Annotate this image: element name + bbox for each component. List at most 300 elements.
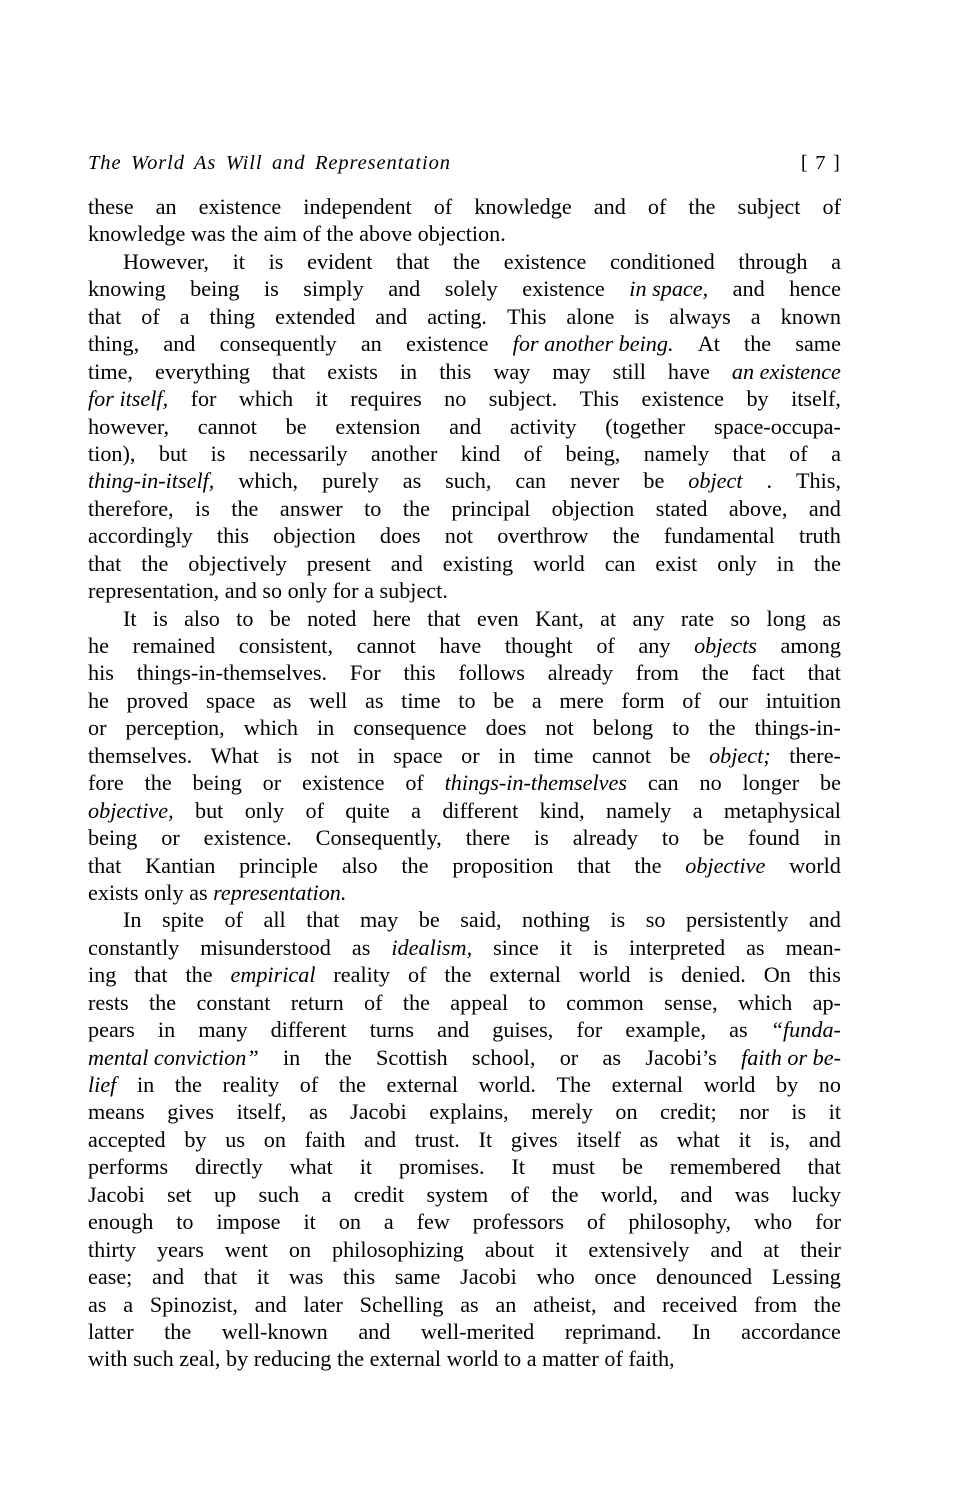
word: follows (458, 660, 525, 686)
word: be (418, 907, 440, 933)
word: world (578, 962, 631, 988)
word: Spinozist, (149, 1291, 238, 1317)
word: However, (123, 248, 209, 274)
word: time (401, 687, 441, 713)
word: the (453, 248, 481, 274)
word: of (364, 989, 383, 1015)
word: existence. (203, 825, 292, 851)
word-italic: object (688, 468, 743, 494)
word: latter (88, 1318, 134, 1344)
word: and (364, 1126, 397, 1152)
word: is, (769, 1126, 791, 1152)
word: school, (471, 1044, 536, 1070)
word: it (232, 248, 245, 274)
word: The (556, 1072, 591, 1097)
text-line (88, 687, 841, 714)
word: things-in- (754, 715, 841, 741)
word: of (141, 303, 160, 329)
word-italic: objects (694, 633, 757, 658)
page-number: [ 7 ] (800, 152, 841, 174)
word: through (738, 248, 808, 274)
word: or (559, 1044, 579, 1070)
word: he (88, 687, 109, 713)
word: for (332, 578, 359, 604)
text-line (88, 550, 841, 577)
word: that (807, 660, 841, 686)
word: even (476, 605, 519, 631)
word: rests (88, 989, 129, 1015)
word: persistently (686, 907, 789, 933)
line-row (88, 989, 841, 1016)
word: in (823, 825, 841, 851)
word: exists (88, 879, 139, 905)
word: promises. (398, 1154, 485, 1180)
word: objection (551, 495, 635, 521)
word-italic: empirical (230, 962, 316, 988)
word: of (405, 770, 424, 796)
word: be (621, 1154, 643, 1180)
word: the (444, 962, 472, 988)
word: lucky (791, 1181, 841, 1207)
word: on (263, 1126, 286, 1152)
word-italic: faith or be- (741, 1044, 841, 1070)
word: philosophy, (628, 1209, 732, 1235)
word: which (738, 989, 793, 1015)
word: reality (222, 1072, 280, 1097)
word: the (326, 221, 354, 247)
word: the (634, 852, 662, 878)
word: everything (155, 358, 250, 384)
word: time (533, 742, 574, 768)
word: being, (565, 440, 621, 466)
word: and (437, 1017, 470, 1043)
word: not (310, 742, 339, 768)
word: Lessing (771, 1264, 841, 1290)
word: the (149, 989, 177, 1015)
word: so (262, 578, 283, 604)
word: the (185, 962, 213, 988)
text-line (88, 742, 841, 769)
word: since (493, 934, 539, 960)
word: only (717, 550, 757, 576)
word: to (661, 825, 680, 851)
word: hence (789, 276, 841, 302)
word: of (510, 1181, 529, 1207)
word: the (402, 989, 430, 1015)
word: gives (167, 1099, 215, 1125)
word: any (638, 633, 671, 658)
word: explains, (429, 1099, 509, 1125)
word: is (610, 907, 626, 933)
word: is (277, 742, 293, 768)
word: only (144, 879, 184, 905)
word: this (216, 523, 249, 549)
line-row (88, 1208, 841, 1235)
word: on (338, 1209, 361, 1235)
word: world, (600, 1181, 659, 1207)
line-row (88, 358, 841, 385)
word: and (732, 276, 765, 302)
word: nothing (522, 907, 590, 933)
word: Jacobi (350, 1099, 407, 1125)
word: the (551, 1181, 579, 1207)
word: faith, (628, 1346, 675, 1372)
line-row (88, 605, 841, 632)
word: requires (350, 386, 422, 412)
word: was (288, 1264, 324, 1290)
word: fore (88, 770, 124, 796)
word: well-merited (420, 1318, 535, 1344)
word: overthrow (497, 523, 589, 549)
word: any (632, 605, 665, 631)
word: above, (728, 495, 788, 521)
word: cannot (356, 633, 416, 658)
word: answer (279, 495, 343, 521)
line-row (88, 577, 841, 604)
word: such (258, 1181, 300, 1207)
text-line (88, 824, 841, 851)
text-line (88, 1071, 841, 1098)
word: be (269, 605, 291, 631)
word: denounced (656, 1264, 753, 1290)
word: It (123, 605, 137, 631)
word: is (263, 276, 279, 302)
word: purely (322, 468, 379, 494)
word: can (515, 468, 547, 494)
word: few (416, 1209, 450, 1235)
word: the (813, 1291, 841, 1317)
word: in (776, 550, 794, 576)
word: truth (799, 523, 841, 549)
word: his (88, 660, 114, 686)
text-line (88, 989, 841, 1016)
word: a (831, 248, 841, 274)
word: be (285, 413, 307, 439)
word: so (645, 907, 666, 933)
word: have (667, 358, 710, 384)
word: zeal, (179, 1346, 221, 1372)
word: a (383, 1209, 394, 1235)
word: accordance (741, 1318, 841, 1344)
word: or (161, 825, 180, 851)
word: the (402, 495, 430, 521)
word: cannot (197, 413, 257, 439)
word: this (343, 1264, 376, 1290)
word: space (205, 687, 256, 713)
word: (together (605, 413, 686, 439)
word: a (123, 1291, 134, 1317)
word-italic: objective, (88, 797, 174, 823)
word: it (303, 1209, 316, 1235)
word: knowledge (88, 221, 186, 247)
word: credit (353, 1181, 405, 1207)
word: and (808, 495, 841, 521)
word: also (341, 852, 378, 878)
word: In (692, 1318, 711, 1344)
word: existence (198, 194, 282, 219)
word: still (612, 358, 646, 384)
word: set (167, 1181, 192, 1207)
word: extended (275, 303, 356, 329)
text-line (88, 330, 841, 357)
word: to (236, 605, 254, 631)
word: of (647, 194, 667, 219)
word: world (446, 1346, 499, 1372)
word: a (526, 1346, 537, 1372)
word: that (88, 550, 122, 576)
word: external (489, 962, 561, 988)
word: proposition (452, 852, 554, 878)
word: is (195, 495, 210, 521)
word: stated (655, 495, 708, 521)
word: can (647, 770, 679, 796)
word: same (394, 1264, 441, 1290)
line-row (88, 879, 841, 906)
word: consequence (353, 715, 467, 741)
word: and (358, 1318, 391, 1344)
text-line (88, 1044, 841, 1071)
word: alone (566, 303, 615, 329)
word: as (746, 934, 765, 960)
word: the (688, 194, 716, 219)
word: exists (327, 358, 378, 384)
word: which (243, 715, 298, 741)
word: all (263, 907, 286, 933)
word: that (203, 1264, 238, 1290)
word: the (141, 550, 169, 576)
word: said, (460, 907, 502, 933)
word: quite (345, 797, 390, 823)
word: sense, (664, 989, 718, 1015)
line-row (88, 961, 841, 988)
word: of (586, 1209, 606, 1235)
word: of (523, 440, 543, 466)
text-line (88, 714, 841, 741)
word: as (88, 1291, 107, 1317)
word: or (88, 715, 107, 741)
word: years (157, 1236, 204, 1262)
word: to (458, 687, 476, 713)
word: this (439, 358, 472, 384)
word-italic: an existence (731, 358, 841, 384)
word: of (596, 633, 615, 658)
word: of (682, 687, 701, 713)
word: and (388, 276, 421, 302)
word: external (611, 1072, 684, 1097)
word: existing (442, 550, 514, 576)
word: remembered (669, 1154, 781, 1180)
word: up (214, 1181, 237, 1207)
word: of (305, 797, 324, 823)
text-line (88, 605, 841, 632)
line-row (88, 248, 841, 275)
word: always (669, 303, 731, 329)
word: kind, (539, 797, 585, 823)
word: the (701, 660, 729, 686)
word: an (360, 331, 382, 357)
word: What (210, 742, 259, 768)
word: Schelling (359, 1291, 444, 1317)
word: ease; (88, 1264, 133, 1290)
word: itself, (791, 386, 841, 412)
word: already (572, 825, 638, 851)
word: form (621, 687, 665, 713)
word: On (763, 962, 791, 988)
text-line (88, 1181, 841, 1208)
word: space-occupa- (714, 413, 841, 439)
word: later (303, 1291, 343, 1317)
word: being (192, 770, 242, 796)
word: . (766, 468, 773, 494)
line-row (88, 220, 841, 247)
word: pears (88, 1017, 135, 1043)
word: by (746, 386, 769, 412)
word: this (403, 660, 436, 686)
word: different (442, 797, 519, 823)
word: what (289, 1154, 333, 1180)
line-row (88, 1291, 841, 1318)
word-italic: for another being. (512, 331, 674, 357)
line-row (88, 852, 841, 879)
word: that (732, 440, 766, 466)
text-line (88, 467, 841, 494)
word: philosophizing (331, 1236, 464, 1262)
text-line (88, 440, 841, 467)
word: constantly (88, 934, 180, 960)
word: way (493, 358, 531, 384)
word: in (317, 715, 335, 741)
word: that (577, 852, 611, 878)
word: itself, (236, 1099, 287, 1125)
word: is (268, 248, 284, 274)
word: what (676, 1126, 720, 1152)
word: also (184, 605, 220, 631)
word: may (552, 358, 591, 384)
word: to (364, 495, 382, 521)
word: the (174, 1072, 202, 1097)
word: mere (559, 687, 604, 713)
word: namely (643, 440, 710, 466)
word: belong (592, 715, 654, 741)
word: reducing (253, 1346, 332, 1372)
word: present (306, 550, 371, 576)
text-line (88, 906, 841, 933)
word: longer (742, 770, 800, 796)
text-line (88, 358, 841, 385)
word: and (375, 303, 408, 329)
word: is (791, 1099, 807, 1125)
line-row (88, 440, 841, 467)
word: as (460, 1291, 479, 1317)
word: is (533, 825, 549, 851)
text-line (88, 577, 841, 604)
word: such, (445, 468, 492, 494)
word: professors (472, 1209, 564, 1235)
word: subject. (488, 386, 558, 412)
line-row (88, 769, 841, 796)
word: independent (303, 194, 412, 219)
word: merely (531, 1099, 593, 1125)
word: of (604, 1346, 623, 1372)
word: interpreted (628, 934, 726, 960)
word: the (744, 331, 772, 357)
word: namely (606, 797, 672, 823)
word: extensively (588, 1236, 690, 1262)
running-head (88, 150, 841, 176)
line-row (88, 1153, 841, 1180)
word: may (360, 907, 399, 933)
word: space (393, 742, 443, 768)
word: rate (680, 605, 715, 631)
word: a (692, 797, 703, 823)
word: thought (504, 633, 573, 658)
word: already (547, 660, 613, 686)
word: external (386, 1072, 458, 1097)
word: and (254, 1291, 287, 1317)
word: that (271, 358, 306, 384)
word: not (545, 715, 574, 741)
word: by (184, 1126, 207, 1152)
word: the (164, 1318, 192, 1344)
word: Kantian (145, 852, 216, 878)
word: of (433, 194, 453, 219)
word: it (359, 1154, 373, 1180)
word: Consequently, (315, 825, 442, 851)
word: conditioned (609, 248, 715, 274)
word: received (662, 1291, 738, 1317)
word: as (402, 468, 422, 494)
word: a (831, 440, 841, 466)
word: a (179, 303, 190, 329)
word: intuition (765, 687, 841, 713)
text-line (88, 522, 841, 549)
line-row (88, 275, 841, 302)
word: from (753, 1291, 798, 1317)
line-row (88, 906, 841, 933)
word: no (699, 770, 722, 796)
text-line (88, 961, 841, 988)
word: turns (369, 1017, 415, 1043)
word: tion), (88, 440, 136, 466)
word: from (635, 660, 679, 686)
word: common (566, 989, 644, 1015)
text-line (88, 1345, 841, 1372)
word: the (813, 550, 841, 576)
word: as (309, 1099, 328, 1125)
word: by (226, 1346, 249, 1372)
word: thing, (88, 331, 140, 357)
word: for (576, 1017, 603, 1043)
word: existence (503, 248, 587, 274)
text-line (88, 303, 841, 330)
word: at (600, 605, 617, 631)
text-line (88, 248, 841, 275)
word: it (559, 934, 573, 960)
word: as (822, 605, 841, 631)
word: was (190, 221, 226, 247)
word: it (738, 1126, 751, 1152)
word-italic: for itself, (88, 386, 169, 412)
word: on (615, 1099, 638, 1125)
running-head-title: The World As Will and Representation (88, 152, 451, 174)
text-line (88, 495, 841, 522)
line-row (88, 797, 841, 824)
word: enough (88, 1209, 154, 1235)
word: is (648, 962, 664, 988)
word: does (379, 523, 421, 549)
line-row (88, 330, 841, 357)
word: and (613, 1291, 646, 1317)
